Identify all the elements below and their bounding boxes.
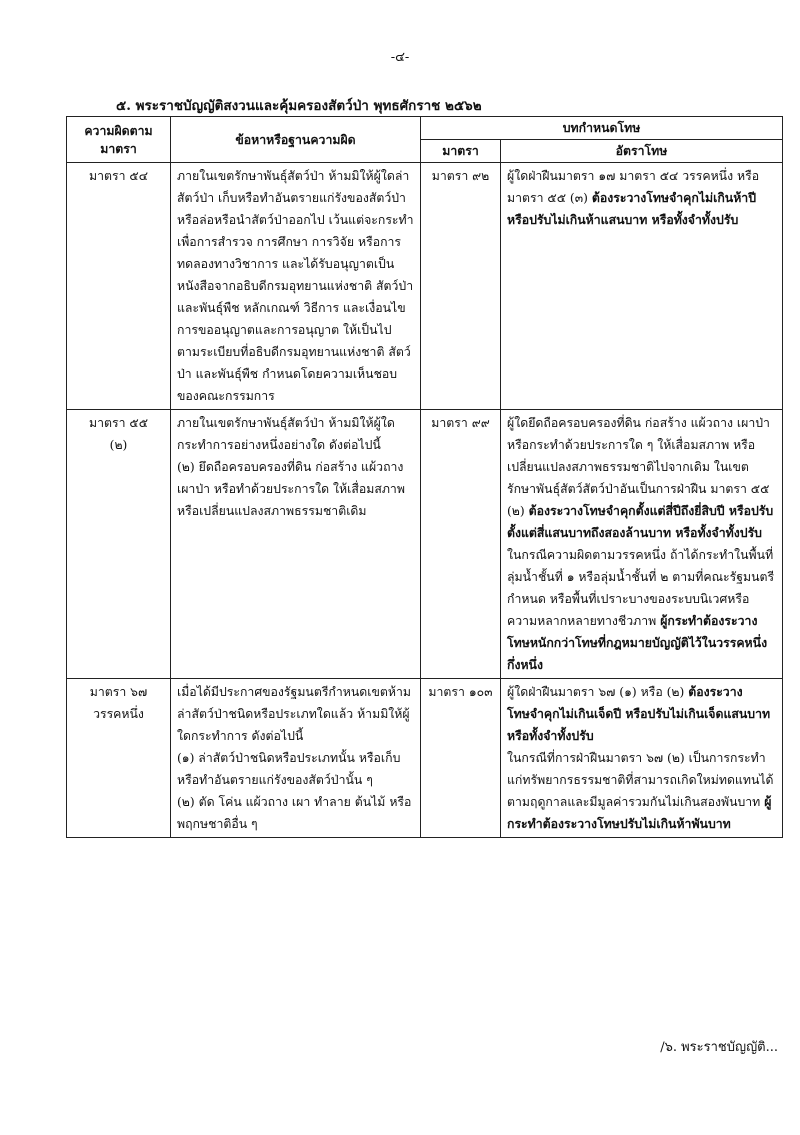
table-row: [67, 410, 783, 679]
penalty-paragraph: [507, 747, 776, 835]
penalty-paragraph: [507, 544, 776, 676]
offense-section-cell: มาตรา ๕๕ (๒): [67, 410, 171, 679]
penalty-paragraph: [507, 412, 776, 544]
offense-description-cell: ภายในเขตรักษาพันธุ์สัตว์ป่า ห้ามมิให้ผู้ใดกระทำการอย่างหนึ่งอย่างใด ดังต่อไปนี้ (๒) ยึดถือครอบครองที่ดิน ก่อสร้าง แผ้วถาง เผาป่า หรือทำด้วยประการใด ให้เสื่อมสภาพ หรือเปลี่ยนแปลงสภาพธรรมชาติเดิม: [171, 410, 421, 679]
penalty-section-cell: มาตรา ๙๙: [421, 410, 501, 679]
penalty-paragraph: [507, 165, 776, 231]
penalty-section-cell: มาตรา ๑๐๓: [421, 679, 501, 838]
penalty-emphasis: ผู้กระทำต้องระวางโทษปรับไม่เกินห้าพันบาท: [507, 794, 772, 831]
penalty-text: ในกรณีความผิดตามวรรคหนึ่ง ถ้าได้กระทำในพื้นที่ลุ่มน้ำชั้นที่ ๑ หรือลุ่มน้ำชั้นที่ ๒ ตามที่คณะรัฐมนตรีกำหนด หรือพื้นที่เปราะบางของระบบนิเวศหรือความหลากหลายทางชีวภาพ: [507, 548, 775, 628]
penalty-emphasis: ต้องระวางโทษจำคุกตั้งแต่สี่ปีถึงยี่สิบปี หรือปรับตั้งแต่สี่แสนบาทถึงสองล้านบาท หรือทั้งจำทั้งปรับ: [507, 503, 774, 540]
penalty-emphasis: ผู้กระทำต้องระวางโทษหนักกว่าโทษที่กฎหมายบัญญัติไว้ในวรรคหนึ่งกึ่งหนึ่ง: [507, 613, 768, 672]
header-offense-section: ความผิดตาม มาตรา: [67, 117, 171, 163]
offense-section-cell: มาตรา ๕๔: [67, 163, 171, 410]
penalty-text: ผู้ใดฝ่าฝืนมาตรา ๖๗ (๑) หรือ (๒): [507, 685, 689, 699]
penalty-emphasis: ต้องระวางโทษจำคุกไม่เกินห้าปี หรือปรับไม่เกินห้าแสนบาท หรือทั้งจำทั้งปรับ: [507, 190, 757, 227]
offense-section-cell: มาตรา ๖๗ วรรคหนึ่ง: [67, 679, 171, 838]
table-row: [67, 163, 783, 410]
footer-continuation: /๖. พระราชบัญญัติ...: [660, 1040, 778, 1055]
header-penalty-section: มาตรา: [421, 140, 501, 163]
header-penalty-group: บทกำหนดโทษ: [421, 117, 783, 140]
penalty-rate-cell: [501, 410, 783, 679]
penalty-text: ผู้ใดฝ่าฝืนมาตรา ๑๗ มาตรา ๕๔ วรรคหนึ่ง หรือมาตรา ๕๕ (๓): [507, 169, 760, 205]
penalty-rate-cell: [501, 163, 783, 410]
section-title: ๕. พระราชบัญญัติสงวนและคุ้มครองสัตว์ป่า พุทธศักราช ๒๕๖๒: [116, 98, 482, 114]
penalty-emphasis: ต้องระวางโทษจำคุกไม่เกินเจ็ดปี หรือปรับไม่เกินเจ็ดแสนบาท หรือทั้งจำทั้งปรับ: [507, 684, 771, 743]
offense-description-cell: ภายในเขตรักษาพันธุ์สัตว์ป่า ห้ามมิให้ผู้ใดล่าสัตว์ป่า เก็บหรือทำอันตรายแก่รังของสัตว์ป่า หรือล่อหรือนำสัตว์ป่าออกไป เว้นแต่จะกระทำเพื่อการสำรวจ การศึกษา การวิจัย หรือการทดลองทางวิชาการ และได้รับอนุญาตเป็นหนังสือจากอธิบดีกรมอุทยานแห่งชาติ สัตว์ป่า และพันธุ์พืช หลักเกณฑ์ วิธีการ และเงื่อนไขการขออนุญาตและการอนุญาต ให้เป็นไปตามระเบียบที่อธิบดีกรมอุทยานแห่งชาติ สัตว์ป่า และพันธุ์พืช กำหนดโดยความเห็นชอบของคณะกรรมการ: [171, 163, 421, 410]
penalty-text: ในกรณีที่การฝ่าฝืนมาตรา ๖๗ (๒) เป็นการกระทำแก่ทรัพยากรธรรมชาติที่สามารถเกิดใหม่ทดแทนได้ตามฤดูกาลและมีมูลค่ารวมกันไม่เกินสองพันบาท: [507, 751, 774, 809]
penalty-section-cell: มาตรา ๙๒: [421, 163, 501, 410]
penalty-rate-cell: [501, 679, 783, 838]
table-row: [67, 679, 783, 838]
header-offense-description: ข้อหาหรือฐานความผิด: [171, 117, 421, 163]
penalty-paragraph: [507, 681, 776, 747]
page-number: -๔-: [390, 50, 410, 65]
header-penalty-rate: อัตราโทษ: [501, 140, 783, 163]
penalty-text: ผู้ใดยึดถือครอบครองที่ดิน ก่อสร้าง แผ้วถาง เผาป่า หรือกระทำด้วยประการใด ๆ ให้เสื่อมสภาพ หรือเปลี่ยนแปลงสภาพธรรมชาติไปจากเดิม ในเขตรักษาพันธุ์สัตว์สัตว์ป่าอันเป็นการฝ่าฝืน มาตรา ๕๕ (๒): [507, 416, 770, 518]
penalty-table: [66, 116, 783, 838]
offense-description-cell: เมื่อได้มีประกาศของรัฐมนตรีกำหนดเขตห้ามล่าสัตว์ป่าชนิดหรือประเภทใดแล้ว ห้ามมิให้ผู้ใดกระทำการ ดังต่อไปนี้ (๑) ล่าสัตว์ป่าชนิดหรือประเภทนั้น หรือเก็บหรือทำอันตรายแก่รังของสัตว์ป่านั้น ๆ (๒) ตัด โค่น แผ้วถาง เผา ทำลาย ต้นไม้ หรือพฤกษชาติอื่น ๆ: [171, 679, 421, 838]
